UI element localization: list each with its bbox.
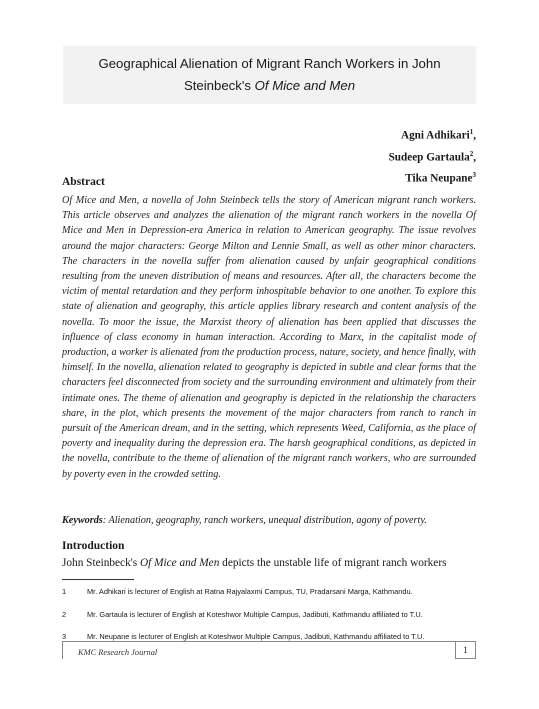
intro-post: depicts the unstable life of migrant ranch workers <box>219 557 447 569</box>
author-mark: 2 <box>469 149 474 158</box>
intro-pre: John Steinbeck's <box>62 557 140 569</box>
author-mark: 3 <box>472 171 476 180</box>
footnote-2 <box>62 610 482 633</box>
author-sep: , <box>473 151 476 164</box>
footer-rule <box>62 641 476 642</box>
footnote-rule <box>62 579 134 580</box>
footnote-text: Mr. Neupane is lecturer of English at Koteshwor Multiple Campus, Jadibuti, Kathmandu affiliated to T.U. <box>87 632 425 641</box>
footnote-number: 2 <box>62 609 67 619</box>
introduction-heading: Introduction <box>62 540 125 552</box>
author-name: Agni Adhikari <box>401 129 470 142</box>
keywords-text: : Alienation, geography, ranch workers, unequal distribution, agony of poverty. <box>102 515 427 526</box>
keywords <box>62 515 482 526</box>
keywords-label: Keywords <box>62 515 103 526</box>
footnote-number: 3 <box>62 632 67 641</box>
title-author-possessive: Steinbeck's <box>183 78 251 93</box>
footnote-number: 1 <box>62 587 67 596</box>
author-mark: 1 <box>469 128 474 136</box>
author-list <box>389 123 476 188</box>
author-2 <box>389 145 476 167</box>
footnote-1 <box>62 587 482 610</box>
page-number: 1 <box>455 642 476 659</box>
author-sep: , <box>473 129 476 142</box>
title-line-1: Geographical Alienation of Migrant Ranch Workers in John <box>98 56 441 71</box>
author-1 <box>389 123 476 145</box>
journal-name: KMC Research Journal <box>78 648 158 657</box>
abstract-text: Of Mice and Men, a novella of John Steinbeck tells the story of American migrant ranch workers. This article observes and analyzes the alienation of the migrant ranch workers in the novella Of Mice and Men in Depression-era America in relation to American geography. The issue revolves around the major characters: George Milton and Lennie Small, as well as other minor characters. The characters in the novella suffer from alienation caused by unfair geographical conditions resulting from the uneven distribution of means and resources. After all, the characters become the victim of mental retardation and they perform inhospitable behavior to one another. To explore this state of alienation and geography, this article applies library research and content analysis of the novella. To moor the issue, the Marxist theory of alienation has been applied that discusses the influence of class economy in human interaction. According to Marx, in the capitalist mode of production, a worker is alienated from the production process, nature, society, and hence finally, with himself. In the novella, alienation related to geography is depicted in subtle and clear forms that the characters feel disconnected from society and the surrounding environment and ultimately from their intimate ones. The theme of alienation and geography is depicted in the relationship the characters share, in the plot, which presents the movement of the major characters from ranch to ranch in pursuit of the American dream, and in the setting, which represents Weed, California, as the place of poverty and inequality during the depression era. The harsh geographical conditions, as depicted in the novella, contribute to the theme of alienation of the migrant ranch workers, who are surrounded by poverty even in the crowded setting. <box>62 195 476 480</box>
paper-title <box>63 53 476 97</box>
footnote-text: Mr. Adhikari is lecturer of English at Ratna Rajyalaxmi Campus, TU, Pradarsani Marga, Kathmandu. <box>87 587 413 596</box>
introduction-text <box>62 557 482 569</box>
footnote-text: Mr. Gartaula is lecturer of English at Koteshwor Multiple Campus, Jadibuti, Kathmandu affiliated to T.U. <box>87 609 423 619</box>
title-line-2 <box>63 75 476 97</box>
author-3 <box>389 166 476 188</box>
abstract-heading: Abstract <box>62 176 105 188</box>
author-name: Sudeep Gartaula <box>388 151 470 164</box>
footnotes <box>62 587 482 655</box>
author-name: Tika Neupane <box>405 173 473 186</box>
footer-left-border <box>62 642 63 659</box>
title-work: Of Mice and Men <box>254 78 356 93</box>
intro-italic: Of Mice and Men <box>139 557 220 569</box>
